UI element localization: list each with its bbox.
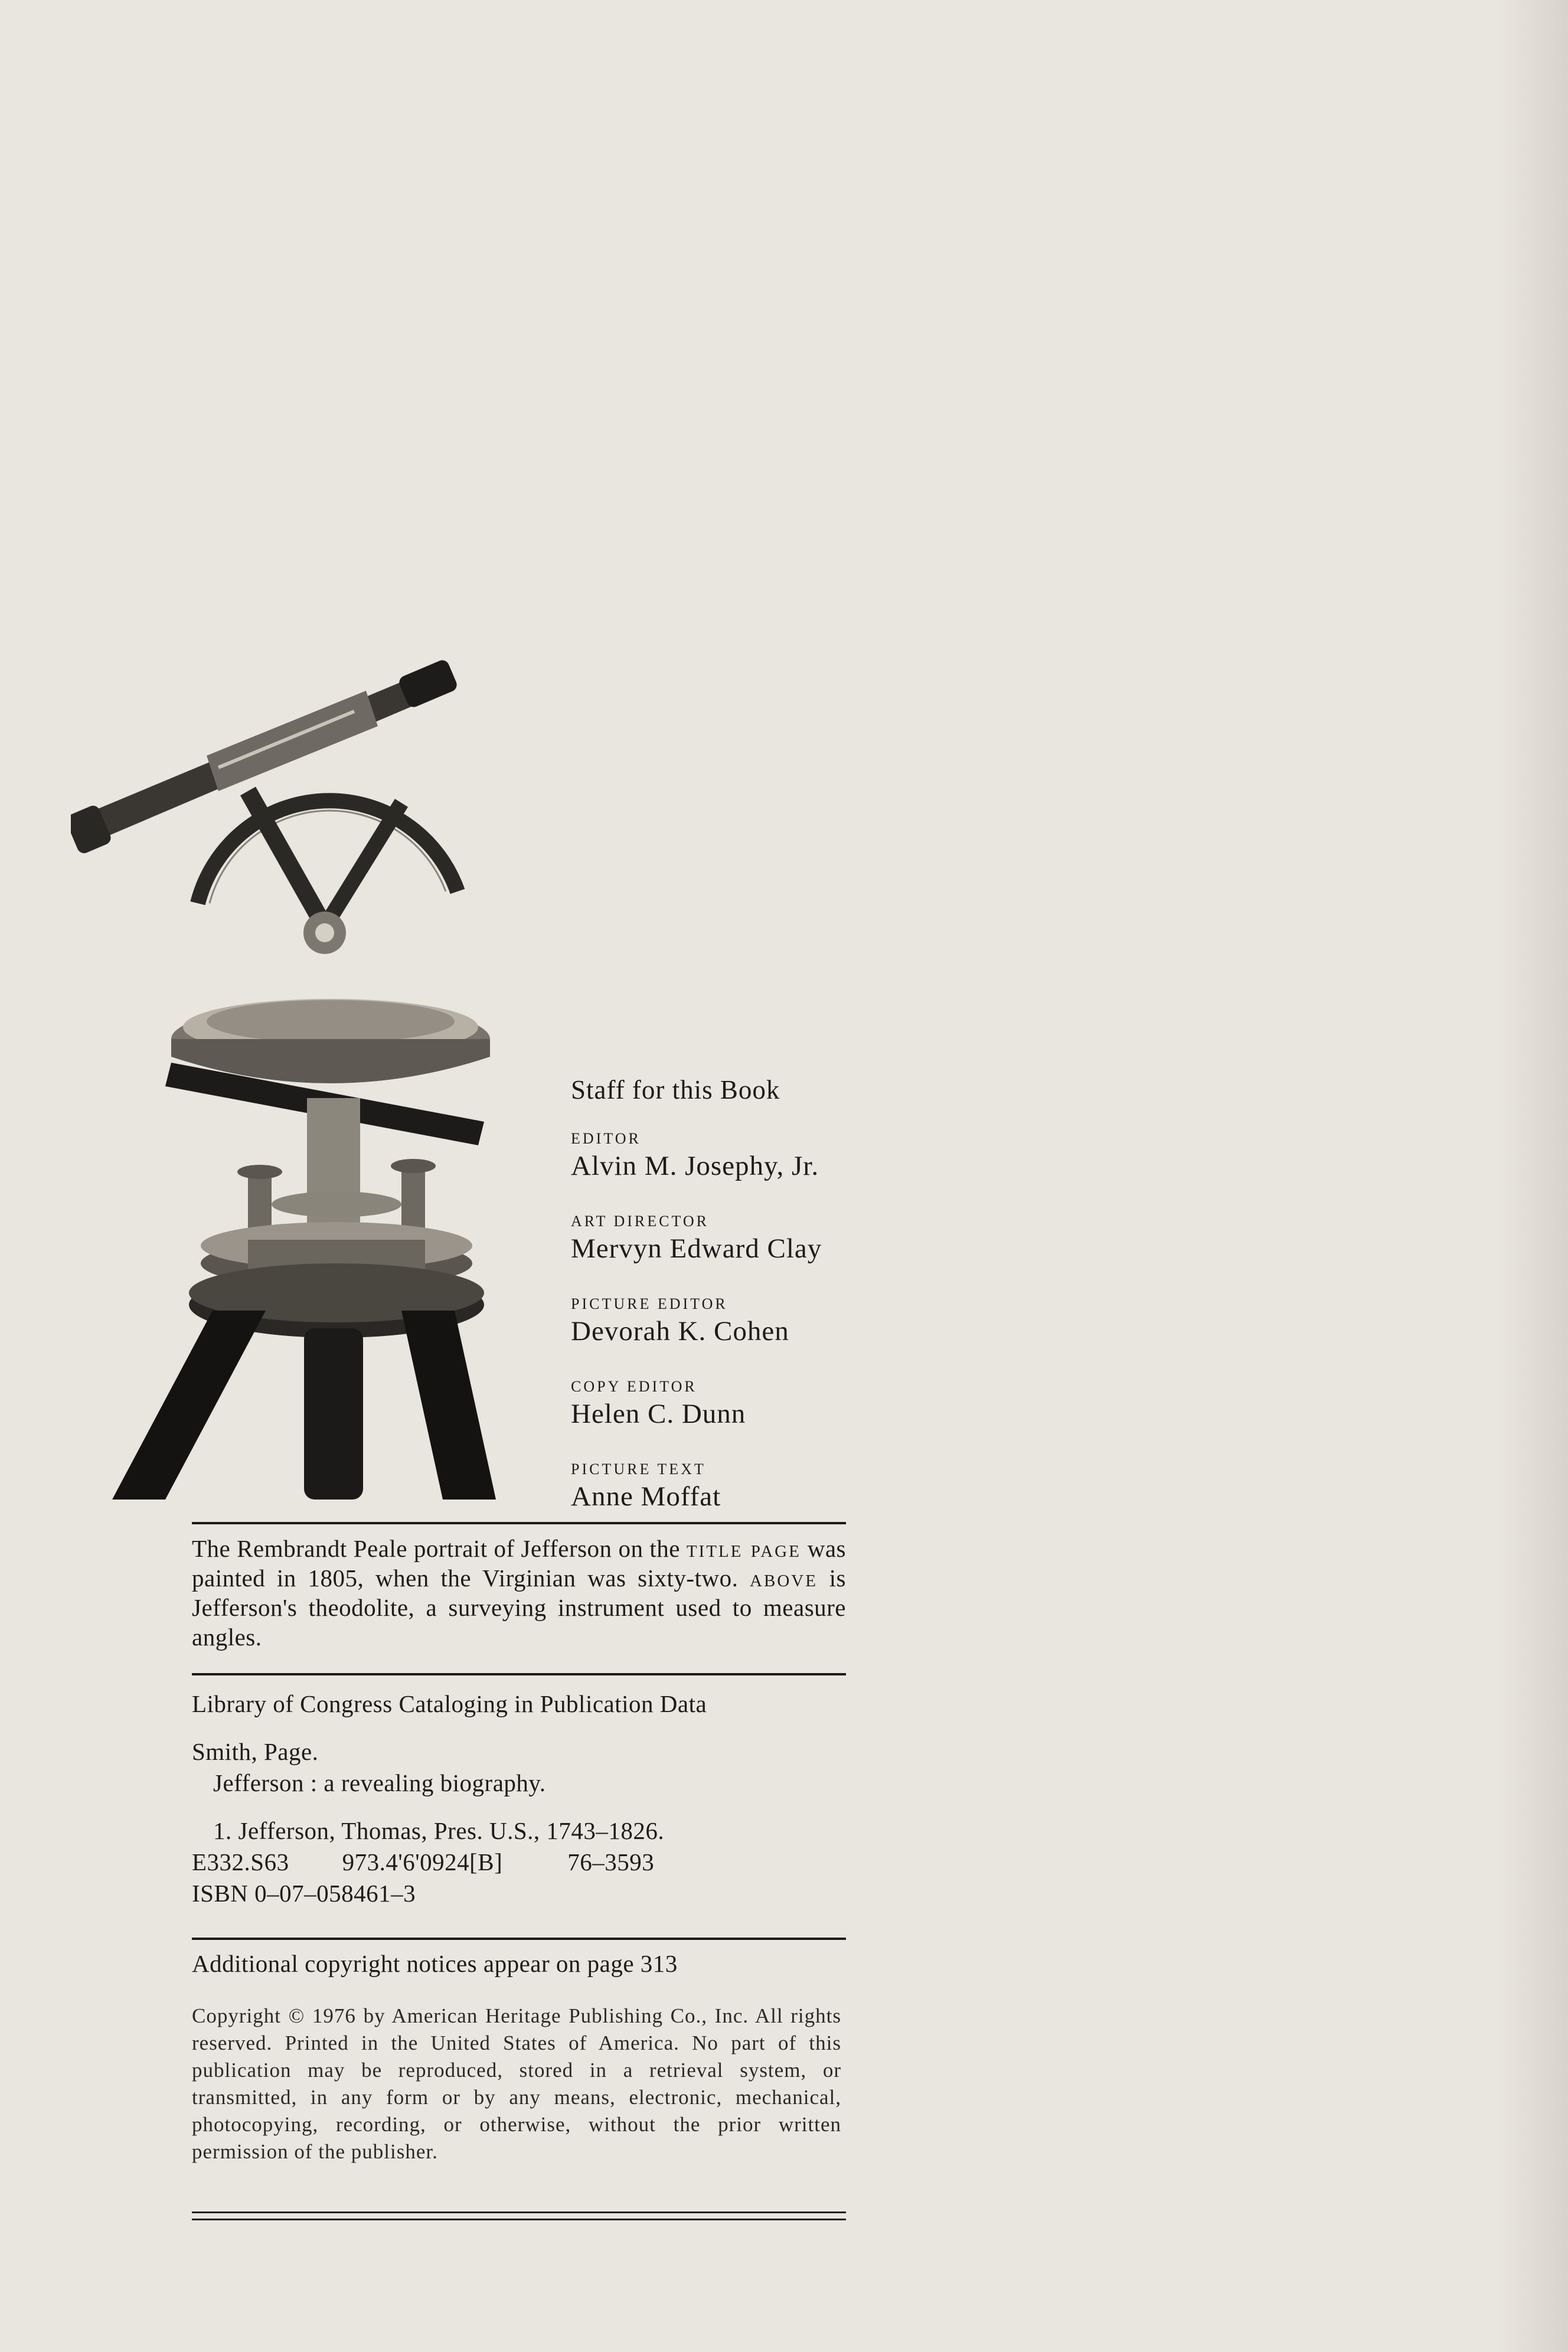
staff-name: Helen C. Dunn [571,1399,746,1429]
staff-role: PICTURE TEXT [571,1461,706,1478]
double-rule-top [192,2211,846,2213]
staff-role: COPY EDITOR [571,1378,697,1395]
cip-author: Smith, Page. [192,1738,319,1765]
staff-role: ART DIRECTOR [571,1213,709,1230]
caption-text: is Jefferson's theodolite, a surveying instrument used to measure angles. [192,1564,846,1651]
staff-name: Devorah K. Cohen [571,1316,789,1347]
cip-heading: Library of Congress Cataloging in Publication Data [192,1690,707,1717]
divider [192,1938,846,1940]
staff-title: Staff for this Book [571,1075,780,1105]
additional-notice: Additional copyright notices appear on page 313 [192,1950,678,1977]
copyright-notice [192,2003,841,2165]
theodolite-image [71,649,496,1500]
divider [192,1673,846,1675]
cip-call-number: E332.S63 [192,1848,289,1876]
double-rule-bottom [192,2219,846,2220]
page-edge-shadow [1497,0,1568,2352]
copyright-text: Copyright © 1976 by American Heritage Publishing Co., Inc. All rights reserved. Printed in the United States of America. No part of this publication may be reproduced, stored in a retrieval system, or transmitted, in any form or by any means, electronic, mechanical, photocopying, recording, or otherwise, without the prior written permission of the publisher. [192,2004,841,2163]
caption-text: was painted in 1805, when the Virginian was sixty-two. [192,1535,846,1592]
picture-caption [192,1534,846,1652]
staff-role: EDITOR [571,1130,641,1147]
staff-role: PICTURE EDITOR [571,1295,728,1312]
cip-title: Jefferson : a revealing biography. [213,1769,546,1796]
cip-classification [192,1847,846,1878]
cip-subject: 1. Jefferson, Thomas, Pres. U.S., 1743–1826. [213,1817,665,1844]
cip-isbn: ISBN 0–07–058461–3 [192,1880,416,1907]
cip-lccn: 76–3593 [567,1848,655,1876]
staff-name: Anne Moffat [571,1481,721,1512]
staff-list [571,1074,854,1514]
caption-small-caps: title page [686,1535,801,1562]
caption-small-caps: above [750,1564,818,1592]
cataloging-data [192,1688,846,1909]
caption-text: The Rembrandt Peale portrait of Jefferson on the [192,1535,687,1562]
cip-dewey: 973.4'6'0924[B] [342,1848,503,1876]
staff-name: Mervyn Edward Clay [571,1233,822,1264]
staff-name: Alvin M. Josephy, Jr. [571,1151,819,1181]
divider [192,1522,846,1524]
